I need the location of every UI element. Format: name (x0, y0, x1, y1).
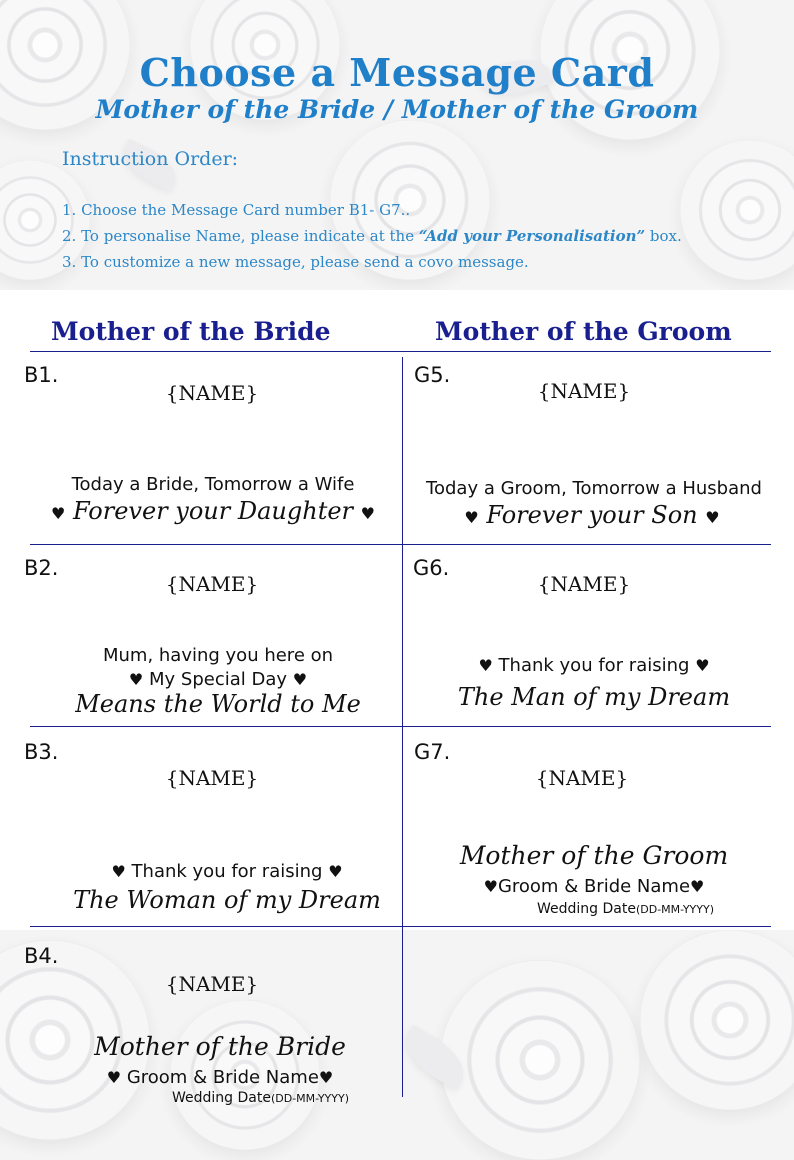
card-script-line (0, 497, 426, 525)
name-placeholder: {NAME} (537, 379, 631, 403)
wedding-date-format: (DD-MM-YYYY) (270, 1092, 349, 1105)
card-message (404, 876, 784, 897)
heart-icon: ♥ (50, 504, 66, 523)
heart-icon: ♥ (328, 862, 343, 881)
personalisation-box-reference: “Add your Personalisation” (418, 227, 646, 245)
card-code: G6. (413, 556, 450, 580)
name-placeholder: {NAME} (537, 572, 631, 596)
card-message (0, 861, 454, 882)
card-code: G5. (414, 363, 451, 387)
heart-icon: ♥ (464, 508, 479, 527)
wedding-date-line (537, 901, 714, 917)
card-code: G7. (414, 740, 451, 764)
wedding-date-label: Wedding Date (537, 901, 636, 917)
card-message (0, 1067, 440, 1088)
instruction-step-1: 1. Choose the Message Card number B1- G7.. (62, 201, 411, 219)
card-message-text: Groom & Bride Name (126, 1067, 319, 1088)
name-placeholder: {NAME} (165, 381, 259, 405)
wedding-date-line (172, 1090, 349, 1106)
row-divider (30, 726, 771, 727)
card-code: B4. (24, 944, 59, 968)
card-script-text: The Woman of my Dream (73, 886, 381, 914)
card-message-text: Groom & Bride Name (497, 876, 691, 897)
card-message-text: My Special Day (148, 669, 288, 690)
column-divider (402, 357, 403, 1097)
heart-icon: ♥ (695, 656, 710, 675)
row-divider (30, 544, 771, 545)
card-script-text: Mother of the Groom (459, 841, 729, 870)
heart-icon: ♥ (128, 670, 144, 689)
card-script-text: Forever your Daughter (72, 497, 354, 525)
column-header-bride: Mother of the Bride (51, 317, 331, 346)
column-header-groom: Mother of the Groom (435, 317, 732, 346)
heart-icon: ♥ (360, 504, 375, 523)
wedding-date-label: Wedding Date (172, 1090, 271, 1106)
heart-icon: ♥ (106, 1068, 122, 1087)
card-script-text: Forever your Son (486, 501, 698, 529)
heart-icon: ♥ (478, 656, 493, 675)
card-script-text: Means the World to Me (75, 690, 361, 718)
heart-icon: ♥ (292, 670, 308, 689)
instruction-step-2 (62, 227, 682, 245)
card-script-text: The Man of my Dream (457, 683, 731, 711)
card-message (404, 655, 784, 676)
heart-icon: ♥ (318, 1068, 334, 1087)
instruction-step-2-text: 2. To personalise Name, please indicate at the (62, 227, 419, 245)
header-divider (30, 351, 771, 352)
instruction-step-2-suffix: box. (645, 227, 682, 245)
page-title: Choose a Message Card (139, 50, 655, 95)
name-placeholder: {NAME} (165, 766, 259, 790)
card-message-text: Thank you for raising (131, 861, 323, 882)
card-code: B1. (24, 363, 59, 387)
instruction-step-3: 3. To customize a new message, please send a covo message. (62, 253, 529, 271)
card-message-line-2 (0, 669, 436, 690)
heart-icon: ♥ (690, 877, 705, 896)
card-message-text: Thank you for raising (498, 655, 690, 676)
row-divider (30, 926, 771, 927)
card-script-text: Mother of the Bride (94, 1032, 346, 1061)
name-placeholder: {NAME} (165, 972, 259, 996)
heart-icon: ♥ (483, 877, 498, 896)
instruction-heading: Instruction Order: (62, 148, 239, 170)
name-placeholder: {NAME} (165, 572, 259, 596)
card-code: B2. (24, 556, 59, 580)
heart-icon: ♥ (705, 508, 720, 527)
heart-icon: ♥ (111, 862, 126, 881)
card-script-line (404, 501, 780, 529)
name-placeholder: {NAME} (535, 766, 629, 790)
page-subtitle: Mother of the Bride / Mother of the Groom (95, 95, 699, 124)
card-message: Today a Bride, Tomorrow a Wife (71, 474, 355, 495)
card-message: Mum, having you here on (102, 645, 334, 666)
wedding-date-format: (DD-MM-YYYY) (635, 903, 714, 916)
card-code: B3. (24, 740, 59, 764)
card-message: Today a Groom, Tomorrow a Husband (426, 478, 762, 499)
